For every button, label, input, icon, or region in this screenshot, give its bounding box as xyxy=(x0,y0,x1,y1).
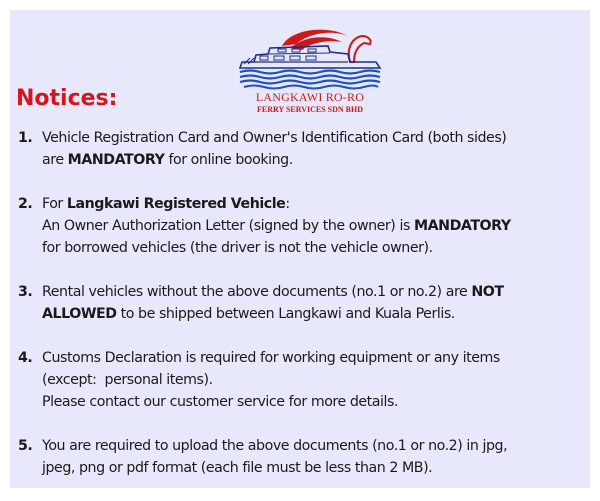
notice-number: 5. xyxy=(18,438,33,454)
ferry-eagle-icon xyxy=(230,18,390,90)
notice-item-4 xyxy=(18,347,588,413)
notices-panel xyxy=(10,10,590,488)
notices-list xyxy=(18,127,588,501)
notice-number: 4. xyxy=(18,350,33,366)
logo-company-subtitle: FERRY SERVICES SDN BHD xyxy=(256,105,364,114)
notice-number: 1. xyxy=(18,130,33,146)
notice-line: Rental vehicles without the above documents (no.1 or no.2) are NOT xyxy=(42,284,504,300)
notice-line: An Owner Authorization Letter (signed by the owner) is MANDATORY xyxy=(42,218,511,234)
notice-item-1 xyxy=(18,127,588,171)
notice-line: ALLOWED to be shipped between Langkawi and Kuala Perlis. xyxy=(42,306,455,322)
logo-company-name: LANGKAWI RO-RO xyxy=(255,90,365,104)
notice-line: You are required to upload the above documents (no.1 or no.2) in jpg, xyxy=(42,438,508,454)
notices-heading: Notices: xyxy=(16,86,118,111)
notice-line: Please contact our customer service for more details. xyxy=(42,394,399,410)
notice-line: are MANDATORY for online booking. xyxy=(42,152,293,168)
company-logo xyxy=(230,18,390,114)
notice-line: for borrowed vehicles (the driver is not the vehicle owner). xyxy=(42,240,433,256)
notice-number: 3. xyxy=(18,284,33,300)
notice-item-3 xyxy=(18,281,588,325)
notice-line: For Langkawi Registered Vehicle: xyxy=(42,196,290,212)
notice-item-5 xyxy=(18,435,588,479)
notice-line: jpeg, png or pdf format (each file must be less than 2 MB). xyxy=(42,460,433,476)
notice-line: Vehicle Registration Card and Owner's Identification Card (both sides) xyxy=(42,130,507,146)
notice-line: Customs Declaration is required for working equipment or any items xyxy=(42,350,500,366)
notice-line: (except: personal items). xyxy=(42,372,213,388)
notice-number: 2. xyxy=(18,196,33,212)
notice-item-2 xyxy=(18,193,588,259)
